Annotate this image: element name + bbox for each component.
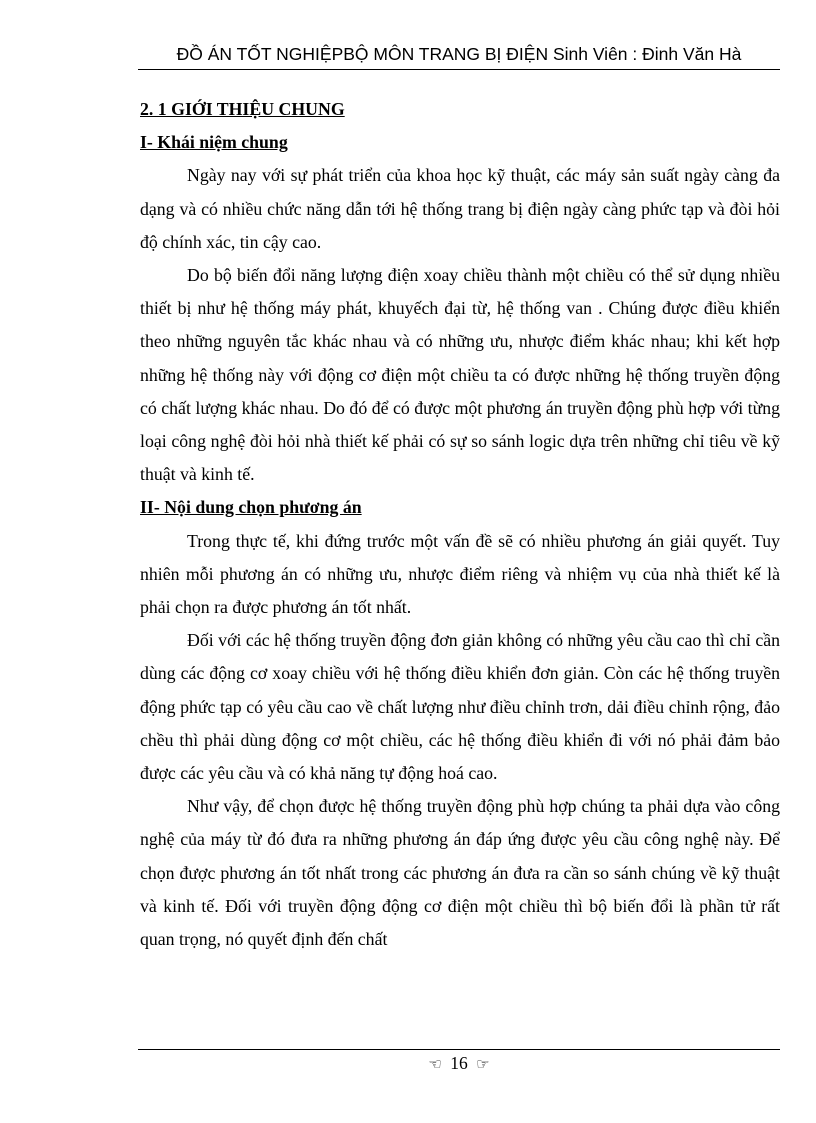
paragraph: Như vậy, để chọn được hệ thống truyền động phù hợp chúng ta phải dựa vào công nghệ của máy từ đó đưa ra những phương án đáp ứng được yêu cầu công nghệ này. Để chọn được phương án tốt nhất trong các phương án đưa ra cần so sánh chúng về kỹ thuật và kinh tế. Đối với truyền động động cơ điện một chiều thì bộ biến đổi là phần tử rất quan trọng, nó quyết định đến chất: [140, 796, 780, 950]
pointing-hand-right-icon: ☞: [476, 1057, 490, 1073]
pointing-hand-left-icon: ☜: [428, 1057, 442, 1073]
footer-divider: [138, 1049, 780, 1050]
paragraph: Trong thực tế, khi đứng trước một vấn đề sẽ có nhiều phương án giải quyết. Tuy nhiên mỗi phương án có những ưu, nhược điểm riêng và nhiệm vụ của nhà thiết kế là phải chọn ra được phương án tốt nhất.: [140, 530, 780, 618]
paragraph: Do bộ biến đổi năng lượng điện xoay chiều thành một chiều có thể sử dụng nhiều thiết bị như hệ thống máy phát, khuyếch đại từ, hệ thống van . Chúng được điều khiển theo những nguyên tắc khác nhau và có những ưu, nhược điểm khác nhau; khi kết hợp những hệ thống này với động cơ điện một chiều ta có được những hệ thống truyền động có chất lượng khác nhau. Do đó để có được một phương án truyền động phù hợp với từng loại công nghệ đòi hỏi nhà thiết kế phải có sự so sánh logic dựa trên những chỉ tiêu về kỹ thuật và kinh tế.: [140, 265, 780, 485]
page-number: 16: [450, 1053, 468, 1073]
page-footer: [138, 1053, 780, 1074]
header-divider: [138, 69, 780, 70]
paragraph: Ngày nay với sự phát triển của khoa học kỹ thuật, các máy sản suất ngày càng đa dạng và có nhiều chức năng dẫn tới hệ thống trang bị điện ngày càng phức tạp và đòi hỏi độ chính xác, tin cậy cao.: [140, 165, 780, 252]
paragraph: Đối với các hệ thống truyền động đơn giản không có những yêu cầu cao thì chỉ cần dùng các động cơ xoay chiều với hệ thống điều khiển đơn giản. Còn các hệ thống truyền động phức tạp có yêu cầu cao về chất lượng như điều chỉnh trơn, dải điều chỉnh rộng, đảo chều thì phải dùng động cơ một chiều, các hệ thống điều khiển đi với nó phải đảm bảo được các yêu cầu và có khả năng tự động hoá cao.: [140, 630, 780, 784]
page-header: ĐỒ ÁN TỐT NGHIỆPBỘ MÔN TRANG BỊ ĐIỆN Sinh Viên : Đinh Văn Hà: [176, 44, 742, 64]
section-title: 2. 1 GIỚI THIỆU CHUNG: [140, 99, 345, 119]
subsection-title-1: I- Khái niệm chung: [140, 132, 288, 153]
document-body: [140, 93, 780, 956]
subsection-title-2: II- Nội dung chọn phương án: [140, 497, 362, 518]
